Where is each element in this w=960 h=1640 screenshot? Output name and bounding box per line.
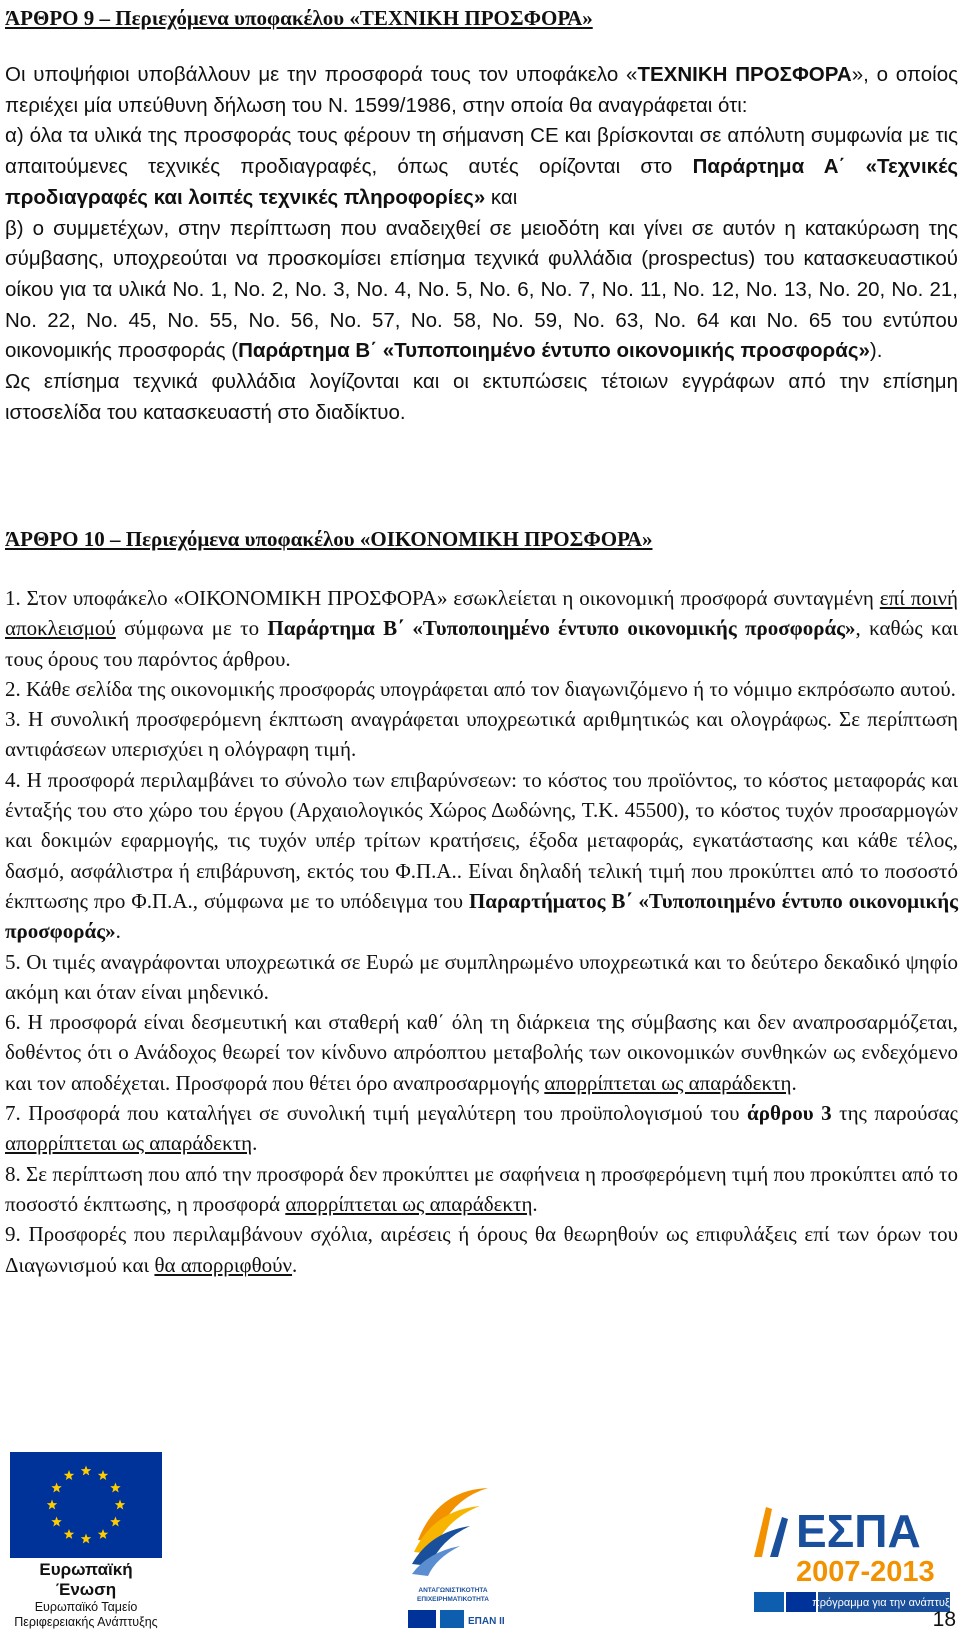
text-run: της παρούσας: [831, 1101, 958, 1126]
article-10-para-9: [5, 1219, 958, 1280]
eu-fund-line-2: Περιφερειακής Ανάπτυξης: [14, 1615, 158, 1629]
text-run: 7. Προσφορά που καταλήγει σε συνολική τιμή μεγαλύτερη του προϋπολογισμού του: [5, 1101, 748, 1126]
text-run: .: [252, 1131, 258, 1156]
bold-run: Παράρτημα Β΄ «Τυποποιημένο έντυπο οικονομικής προσφοράς»: [238, 339, 870, 363]
text-run: σύμφωνα με το: [115, 616, 268, 641]
article-10-para-8: [5, 1159, 958, 1220]
text-run: β) ο συμμετέχων, στην περίπτωση που αναδειχθεί σε μειοδότη και γίνει σε αυτόν η κατακύρωση της σύμβασης, υποχρεούται να προσκομίσει επίσημα τεχνικά φυλλάδια (prospectus) του κατασκευαστικού οίκου για τα υλικά Νο. 1, Νο. 2, Νο. 3, Νο. 4, Νο. 5, Νο. 6, Νο. 7, Νο. 11, Νο. 12, Νο. 13, Νο. 20, Νο. 21, Νο. 22, Νο. 45, Νο. 55, Νο. 56, Νο. 57, Νο. 58, Νο. 59, Νο. 63, Νο. 64 και Νο. 65 του εντύπου οικονομικής προσφοράς (: [5, 216, 958, 363]
page-number: 18: [932, 1608, 956, 1631]
epan-logo: [408, 1470, 505, 1640]
espa-gr-flag-icon: [754, 1592, 784, 1612]
espa-word: ΕΣΠΑ: [796, 1505, 921, 1557]
text-run: και: [485, 185, 518, 209]
epan-gr-flag-icon: [440, 1610, 464, 1628]
article-10-body: [5, 583, 958, 1280]
bold-run: Παράρτημα Β΄ «Τυποποιημένο έντυπο οικονομικής προσφοράς»: [267, 616, 856, 641]
underlined-run: θα απορριφθούν: [154, 1252, 293, 1277]
eu-name: Ευρωπαϊκή Ένωση: [39, 1560, 133, 1599]
epan-eu-flag-icon: [408, 1610, 436, 1628]
article-10-para-3: 3. Η συνολική προσφερόμενη έκπτωση αναγράφεται υποχρεωτικά αριθμητικώς και ολογράφως. Σε περίπτωση αντιφάσεων υπερισχύει η ολόγραφη τιμή.: [5, 707, 958, 762]
text-run: 1. Στον υποφάκελο «ΟΙΚΟΝΟΜΙΚΗ ΠΡΟΣΦΟΡΑ» εσωκλείεται η οικονομική προσφορά συνταγμένη: [5, 586, 880, 610]
underlined-run: απορρίπτεται ως απαράδεκτη: [544, 1070, 792, 1095]
article-9-title: ΆΡΘΡΟ 9 – Περιεχόμενα υποφακέλου «ΤΕΧΝΙΚΗ ΠΡΟΣΦΟΡΑ»: [5, 6, 593, 30]
text-run: 8. Σε περίπτωση που από την προσφορά δεν προκύπτει με σαφήνεια η προσφερόμενη τιμή που προκύπτει από το ποσοστό έκπτωσης, η προσφορά: [5, 1161, 958, 1216]
text-run: , καθώς και τους όρους του παρόντος άρθρου.: [5, 616, 958, 671]
article-10-para-5: 5. Οι τιμές αναγράφονται υποχρεωτικά σε Ευρώ με συμπληρωμένο υποχρεωτικά και το δεύτερο δεκαδικό ψηφίο ακόμη και όταν είναι μηδενικό.: [5, 949, 958, 1004]
text-run: 4. Η προσφορά περιλαμβάνει το σύνολο των επιβαρύνσεων: το κόστος του προϊόντος, το κόστος μεταφοράς και ένταξής του στο χώρο του έργου (Αρχαιολογικός Χώρος Δωδώνης, Τ.Κ. 45500), το κόστος τυχόν προσαρμογών και δοκιμών εφαρμογής, τις τυχόν υπέρ τρίτων κρατήσεις, έξοδα μεταφοράς, εγκατάστασης και κάθε τέλος, δασμό, ασφάλιστρα ή επιβάρυνση, εκτός του Φ.Π.Α.. Είναι δηλαδή τελική τιμή που προκύπτει από το ποσοστό έκπτωσης προ Φ.Π.Α., σύμφωνα με το υπόδειγμα του: [5, 767, 958, 913]
article-10-para-1: [5, 583, 958, 674]
article-9-item-b: [5, 214, 958, 368]
epan-line-3: ΕΠΑΝ ΙΙ: [468, 1616, 505, 1627]
footer-logos: [0, 1452, 960, 1636]
underlined-run: απορρίπτεται ως απαράδεκτη: [285, 1191, 533, 1216]
article-10-para-2: 2. Κάθε σελίδα της οικονομικής προσφοράς υπογράφεται από τον διαγωνιζόμενο ή το νόμιμο εκπρόσωπο αυτού.: [5, 676, 956, 701]
eu-logo: [10, 1452, 162, 1630]
text-run: », ο οποίος περιέχει μία υπεύθυνη δήλωση του Ν. 1599/1986, στην οποία θα αναγράφεται ότι:: [5, 63, 959, 117]
espa-mark-icon: [754, 1507, 788, 1557]
article-10-para-6: [5, 1007, 958, 1098]
eu-fund-line-1: Ευρωπαϊκό Ταμείο: [34, 1600, 138, 1614]
espa-logo: [752, 1497, 956, 1625]
article-10-title: ΆΡΘΡΟ 10 – Περιεχόμενα υποφακέλου «ΟΙΚΟΝΟΜΙΚΗ ΠΡΟΣΦΟΡΑ»: [5, 527, 653, 551]
underlined-run: απορρίπτεται ως απαράδεκτη: [5, 1131, 253, 1156]
article-9-item-a: [5, 121, 958, 213]
epan-swoosh-icon: [412, 1488, 488, 1576]
bold-run: Παράρτημα Α΄ «Τεχνικές προδιαγραφές και λοιπές τεχνικές πληροφορίες»: [5, 155, 958, 209]
article-9-body: [5, 60, 958, 428]
text-run: Οι υποψήφιοι υποβάλλουν με την προσφορά τους τον υποφάκελο «: [5, 63, 638, 86]
text-run: ).: [869, 339, 883, 363]
text-run: 6. Η προσφορά είναι δεσμευτική και σταθερή καθ΄ όλη τη διάρκεια της σύμβασης και δεν αναπροσαρμόζεται, δοθέντος ότι ο Ανάδοχος θεωρεί τον κίνδυνο απρόοπτου μεταβολής των οικονομικών συνθηκών ως ενδεχόμενο και τον αποδέχεται. Προσφορά που θέτει όρο αναπροσαρμογής: [5, 1010, 958, 1095]
article-10-para-7: [5, 1098, 958, 1159]
text-run: .: [532, 1191, 538, 1216]
text-run: .: [292, 1252, 298, 1277]
article-10-para-4: [5, 765, 958, 947]
bold-run: Παραρτήματος Β΄ «Τυποποιημένο έντυπο οικονομικής προσφοράς»: [5, 888, 959, 944]
espa-slogan: πρόγραμμα για την ανάπτυξη: [812, 1597, 956, 1609]
underlined-run: επί ποινή αποκλεισμού: [5, 586, 958, 641]
text-run: α) όλα τα υλικά της προσφοράς τους φέρουν τη σήμανση CE και βρίσκονται σε απόλυτη συμφωνία με τις απαιτούμενες τεχνικές προδιαγραφές, όπως αυτές ορίζονται στο: [5, 124, 958, 179]
text-run: 9. Προσφορές που περιλαμβάνουν σχόλια, αιρέσεις ή όρους θα θεωρηθούν ως επιφυλάξεις επί των όρων του Διαγωνισμού και: [5, 1222, 958, 1277]
epan-line-2: ΕΠΙΧΕΙΡΗΜΑΤΙΚΟΤΗΤΑ: [417, 1596, 489, 1603]
text-run: .: [791, 1070, 797, 1095]
text-run: .: [115, 919, 121, 944]
espa-years: 2007-2013: [796, 1556, 935, 1588]
article-9-intro: [5, 60, 958, 121]
article-9-closing: Ως επίσημα τεχνικά φυλλάδια λογίζονται και οι εκτυπώσεις τέτοιων εγγράφων από την επίσημη ιστοσελίδα του κατασκευαστή στο διαδίκτυο.: [5, 370, 958, 424]
epan-line-1: ΑΝΤΑΓΩΝΙΣΤΙΚΟΤΗΤΑ: [418, 1587, 488, 1594]
bold-run: ΤΕΧΝΙΚΗ ΠΡΟΣΦΟΡΑ: [637, 63, 852, 86]
eu-flag-icon: [10, 1452, 162, 1558]
bold-run: άρθρου 3: [747, 1101, 832, 1126]
